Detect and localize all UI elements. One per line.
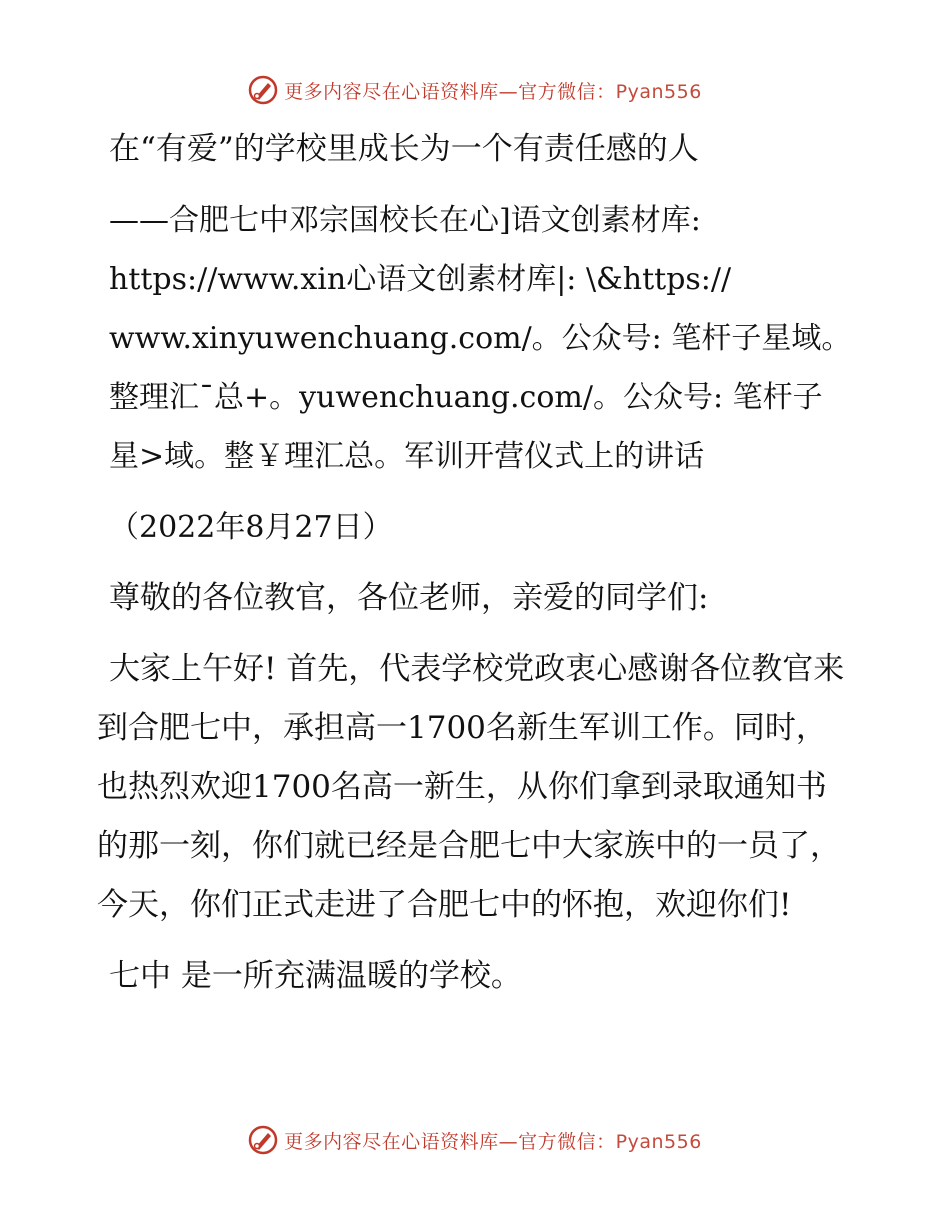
document-title: 在“有爱”的学校里成长为一个有责任感的人 [109, 131, 699, 167]
header-banner [0, 70, 950, 110]
footer-banner-main: 更多内容尽在心语资料库—官方微信： [284, 1130, 616, 1153]
header-banner-text [284, 77, 702, 104]
pen-logo-icon [248, 1125, 278, 1155]
paragraph-1: 大家上午好! 首先，代表学校党政衷心感谢各位教官来到合肥七中，承担高一1700名新生军训工作。同时，也热烈欢迎1700名高一新生，从你们拿到录取通知书的那一刻，你们就已经是合肥七中大家族中的一员了，今天，你们正式走进了合肥七中的怀抱，欢迎你们! [97, 651, 845, 923]
document-subtitle: ——合肥七中邓宗国校长在心]语文创素材库: https://www.xin心语文创素材库|: \&https:// www.xinyuwenchuang.com/。公众号: 笔杆子星域。整理汇¯总+。yuwenchuang.com/。公众号: 笔杆子星>域。整￥理汇总。军训开营仪式上的讲话 [109, 203, 852, 474]
footer-banner [0, 1120, 950, 1160]
document-date: （2022年8月27日） [109, 510, 393, 545]
footer-banner-handle: Pyan556 [615, 1130, 702, 1153]
pen-logo-icon [248, 75, 278, 105]
document-body [97, 120, 852, 1006]
footer-banner-text [284, 1127, 702, 1154]
header-banner-main: 更多内容尽在心语资料库—官方微信： [284, 80, 616, 103]
paragraph-2: 七中 是一所充满温暖的学校。 [109, 958, 522, 994]
header-banner-handle: Pyan556 [615, 80, 702, 103]
salutation: 尊敬的各位教官，各位老师，亲爱的同学们: [109, 580, 709, 616]
